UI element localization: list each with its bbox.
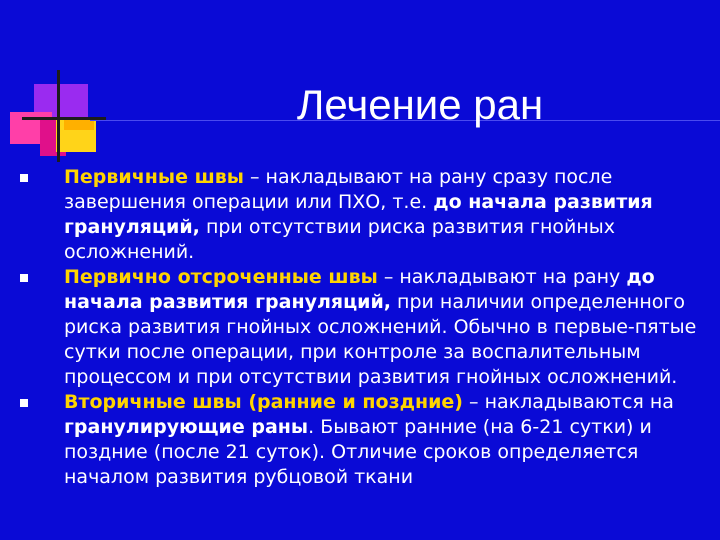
slide-title: Лечение ран (296, 81, 544, 128)
bullet-item-secondary-sutures (20, 390, 710, 490)
bullet-item-delayed-primary-sutures (20, 265, 710, 390)
square-bullet-icon (20, 274, 28, 282)
bullet-text: при отсутствии риска развития гнойных осложнений. (64, 216, 616, 263)
bullet-item-primary-sutures (20, 165, 710, 265)
bullet-text: . Бывают ранние (на 6-21 сутки) и поздние (после 21 суток). Отличие сроков определяется началом развития рубцовой ткани (64, 416, 652, 488)
square-bullet-icon (20, 399, 28, 407)
decorative-squares-logo (0, 0, 120, 160)
vertical-line (57, 70, 60, 162)
bullet-list (20, 165, 710, 490)
bullet-term: Вторичные швы (ранние и поздние) (64, 391, 463, 413)
bullet-term: Первично отсроченные швы (64, 266, 378, 288)
bullet-bold-text: гранулирующие раны (64, 416, 309, 438)
bullet-bold-text: до начала развития грануляций, (64, 191, 653, 238)
bullet-text: – накладывают на рану (377, 266, 627, 288)
square-bullet-icon (20, 174, 28, 182)
bullet-text: – накладывают на рану сразу после завершения операции или ПХО, т.е. (64, 166, 613, 213)
bullet-bold-text: до начала развития грануляций, (64, 266, 655, 313)
bullet-text: при наличии определенного риска развития гнойных осложнений. Обычно в первые-пятые сутки после операции, при контроле за воспалительным процессом и при отсутствии развития гнойных осложнений. (64, 291, 697, 388)
bullet-text: – накладываются на (463, 391, 674, 413)
bullet-term: Первичные швы (64, 166, 244, 188)
